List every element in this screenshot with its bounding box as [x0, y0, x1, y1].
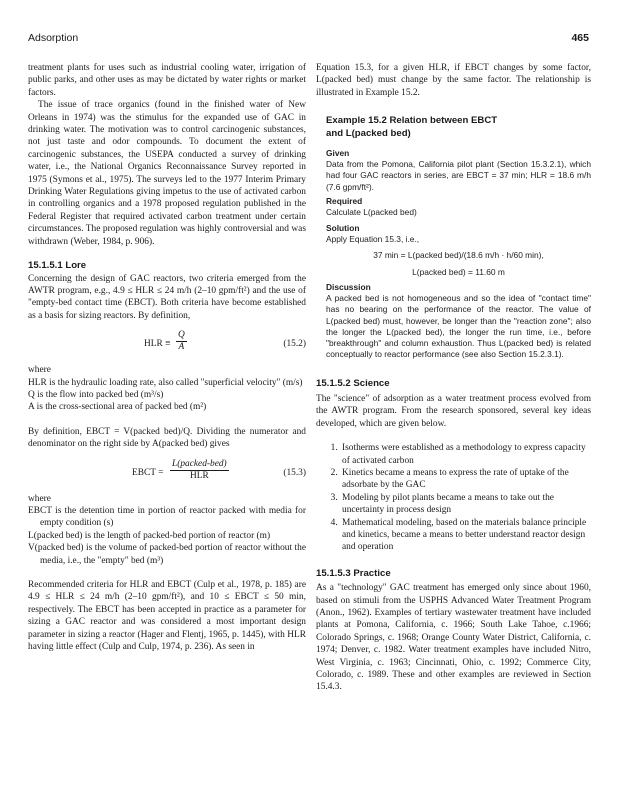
- example-solution-label: Solution: [326, 223, 360, 234]
- example-title-line-1: Example 15.2 Relation between EBCT: [326, 115, 498, 127]
- right-column: [316, 62, 591, 694]
- paragraph: Recommended criteria for HLR and EBCT (Culp et al., 1978, p. 185) are 4.9 ≤ HLR ≤ 24 m/h (2–10 gpm/ft²), and 10 ≤ EBCT ≤ 50 min, respectively. The EBCT has been accepted in practice as a parameter for sizing a GAC reactor and was considered a most important design parameter in sizing a reactor (Hager and Flentj, 1965, p. 1445), with HLR having little effect (Culp and Culp, 1974, p. 236). As seen in: [28, 580, 306, 653]
- definition-l-packed-bed: L(packed bed) is the length of packed-bed portion of reactor (m): [28, 530, 271, 541]
- paragraph: As a "technology" GAC treatment has emerged only since about 1960, based on stimuli from the USPHS Advanced Water Treatment Program (Anon., 1962). Examples of tertiary wastewater treatment have included plants at Pomona, California, c. 1966; South Lake Tahoe, c.1966; Colorado Springs, c. 1968; Orange County Water District, California, c. 1974; Denver, c. 1982. Water treatment examples have included Nitro, West Virginia, c. 1963; Cincinnati, Ohio, c. 1992; Commerce City, Colorado, c. 1989. These and other examples are reviewed in Section 15.4.3.: [316, 583, 591, 693]
- list-item: 3. Modeling by pilot plants became a means to take out the uncertainty in process design: [340, 492, 591, 517]
- section-heading-science: 15.1.5.2 Science: [316, 378, 390, 390]
- section-heading-lore: 15.1.5.1 Lore: [28, 260, 87, 272]
- example-given-text: Data from the Pomona, California pilot plant (Section 15.3.2.1), which had four GAC reactors in series, are EBCT = 37 min; HLR = 18.6 m/h (7.6 gpm/ft²).: [326, 159, 591, 192]
- paragraph: Concerning the design of GAC reactors, two criteria emerged from the AWTR program, e.g., 4.9 ≤ HLR ≤ 24 m/h (2–10 gpm/ft²) and the use of "empty-bed contact time (EBCT). Both criteria have become established as a basis for sizing reactors. By definition,: [28, 273, 306, 321]
- page-number: 465: [571, 32, 589, 44]
- paragraph: By definition, EBCT = V(packed bed)/Q. Dividing the numerator and denominator on the right side by A(packed bed) gives: [28, 426, 306, 450]
- section-heading-practice: 15.1.5.3 Practice: [316, 567, 391, 579]
- left-column: [28, 62, 306, 653]
- equation-fraction: [176, 330, 187, 353]
- equation-denominator: A: [178, 342, 185, 353]
- where-label: where: [28, 493, 51, 504]
- running-header-section: Adsorption: [28, 32, 79, 44]
- definition-v-packed-bed: V(packed bed) is the volume of packed-bed portion of reactor without the media, i.e., the "empty" bed (m³): [28, 543, 306, 566]
- where-label: where: [28, 365, 51, 376]
- example-discussion-text: A packed bed is not homogeneous and so the idea of "contact time" has no bearing on the performance of the reactor. The value of L(packed bed) must, however, be longer than the "reaction zone"; also the longer the L(packed bed), the longer the run time, i.e., before "breakthrough" and column exhaustion. Thus L(packed bed) is related conceptually to reactor performance (see also Section 15.2.3.1).: [326, 293, 591, 360]
- paragraph: The issue of trace organics (found in the finished water of New Orleans in 1974) was the stimulus for the expanded use of GAC in drinking water. The motivation was to control carcinogenic substances, not just taste and odor compounds. To document the extent of carcinogenic substances, the USEPA conducted a survey of drinking water, i.e., the National Organics Reconnaissance Survey reported in 1975 (Symons et al., 1975). The surveys led to the 1977 Interim Primary Drinking Water Regulations giving impetus to the use of activated carbon in controlling organics and a 1978 proposed regulation published in the Federal Register that required activated carbon treatment under certain circumstances. The proposed regulation was highly controversial and was withdrawn (Weber, 1984, p. 906).: [28, 100, 306, 247]
- example-required-text: Calculate L(packed bed): [326, 207, 417, 218]
- equation-denominator: HLR: [189, 470, 209, 481]
- key-ideas-list: [316, 442, 591, 554]
- paragraph: The "science" of adsorption as a water treatment process evolved from the AWTR program. From the research sponsored, several key ideas developed, which are given below.: [316, 393, 591, 429]
- paragraph: Equation 15.3, for a given HLR, if EBCT changes by some factor, L(packed bed) must change by the same factor. The relationship is illustrated in Example 15.2.: [316, 63, 591, 98]
- equation-numerator: Q: [178, 330, 185, 341]
- example-given-label: Given: [326, 148, 350, 159]
- definition-a: A is the cross-sectional area of packed bed (m²): [28, 402, 207, 413]
- equation-15-3: [28, 457, 306, 487]
- example-solution-text: Apply Equation 15.3, i.e.,: [326, 234, 420, 245]
- example-required-label: Required: [326, 195, 363, 206]
- equation-number: (15.2): [283, 339, 306, 350]
- running-header: [28, 32, 589, 46]
- list-item: 4. Mathematical modeling, based on the materials balance principle and kinetics, became a means to better understand reactor design and operation: [340, 517, 591, 554]
- equation-15-2: [28, 328, 306, 358]
- paragraph: treatment plants for uses such as industrial cooling water, irrigation of public parks, and other uses as may be dictated by water rights or market factors.: [28, 63, 306, 98]
- equation-fraction: [170, 459, 229, 482]
- example-title-line-2: and L(packed bed): [326, 127, 411, 139]
- equation-numerator: L(packed-bed): [172, 458, 227, 469]
- example-calculation-1: 37 min = L(packed bed)/(18.6 m/h · h/60 min),: [373, 249, 544, 260]
- example-box: [316, 115, 591, 360]
- equation-lhs: EBCT =: [132, 467, 164, 478]
- equation-number: (15.3): [283, 467, 306, 478]
- definition-q: Q is the flow into packed bed (m³/s): [28, 389, 164, 400]
- definition-ebct: EBCT is the detention time in portion of reactor packed with media for empty condition (s): [28, 505, 306, 529]
- example-calculation-2: L(packed bed) = 11.60 m: [412, 266, 505, 277]
- definition-hlr: HLR is the hydraulic loading rate, also called "superficial velocity" (m/s): [28, 377, 303, 388]
- example-discussion-label: Discussion: [326, 282, 371, 293]
- equation-lhs: HLR ≡: [144, 339, 171, 350]
- list-item: 1. Isotherms were established as a methodology to express capacity of activated carbon: [340, 442, 591, 467]
- list-item: 2. Kinetics became a means to express the rate of uptake of the adsorbate by the GAC: [340, 467, 591, 492]
